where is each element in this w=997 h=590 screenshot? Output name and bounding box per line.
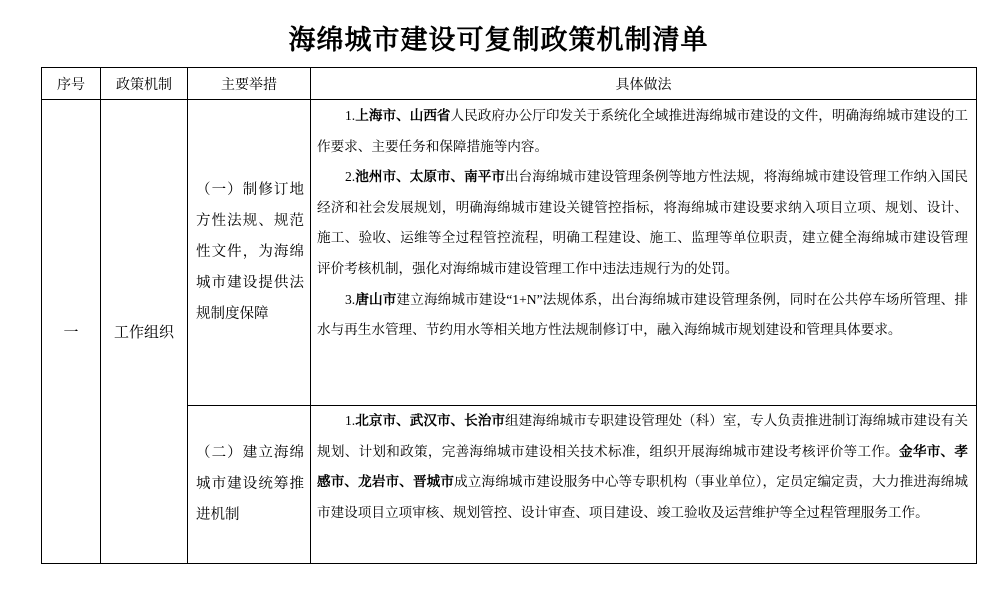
details-cell [311,406,977,564]
header-measures: 主要举措 [188,68,311,100]
table-row [42,100,977,406]
item-number: 1. [345,108,356,123]
item-number: 3. [345,291,356,307]
highlighted-cities: 金华市、孝感市、龙岩市、晋城市 [317,443,969,490]
highlighted-cities: 池州市、太原市、南平市 [355,169,506,185]
detail-paragraph [317,285,968,346]
mechanism-cell: 工作组织 [101,100,188,564]
item-number: 1. [345,413,356,428]
header-seq: 序号 [42,68,101,100]
highlighted-cities: 北京市、武汉市、长治市 [355,413,506,428]
measure-cell: （二）建立海绵城市建设统筹推进机制 [188,406,311,564]
detail-paragraph [317,162,968,284]
policy-table [41,67,977,564]
detail-paragraph [317,101,968,162]
item-number: 2. [345,169,356,185]
seq-cell: 一 [42,100,101,564]
measure-cell: （一）制修订地方性法规、规范性文件，为海绵城市建设提供法规制度保障 [188,100,311,406]
detail-text: 人民政府办公厅印发关于系统化全域推进海绵城市建设的文件，明确海绵城市建设的工作要求、主要任务和保障措施等内容。 [317,108,969,154]
table-header-row [42,68,977,100]
header-details: 具体做法 [311,68,977,100]
highlighted-cities: 上海市、山西省 [355,108,451,123]
detail-paragraph [317,406,968,528]
highlighted-cities: 唐山市 [355,291,397,307]
detail-text: 出台海绵城市建设管理条例等地方性法规，将海绵城市建设管理工作纳入国民经济和社会发展规划，明确海绵城市建设关键管控指标，将海绵城市建设要求纳入项目立项、规划、设计、施工、验收、运维等全过程管控流程，明确工程建设、施工、监理等单位职责，建立健全海绵城市建设管理评价考核机制，强化对海绵城市建设管理工作中违法违规行为的处罚。 [317,169,969,276]
detail-text: 成立海绵城市建设服务中心等专职机构（事业单位），定员定编定责，大力推进海绵城市建设项目立项审核、规划管控、设计审查、项目建设、竣工验收及运营维护等全过程管理服务工作。 [317,474,969,520]
header-mechanism: 政策机制 [101,68,188,100]
detail-text: 建立海绵城市建设“1+N”法规体系，出台海绵城市建设管理条例，同时在公共停车场所管理、排水与再生水管理、节约用水等相关地方性法规制修订中，融入海绵城市规划建设和管理具体要求。 [317,291,968,338]
details-cell [311,100,977,406]
page-title: 海绵城市建设可复制政策机制清单 [288,25,709,56]
detail-text: 组建海绵城市专职建设管理处（科）室，专人负责推进制订海绵城市建设有关规划、计划和政策，完善海绵城市建设相关技术标准，组织开展海绵城市建设考核评价等工作。 [317,413,969,459]
